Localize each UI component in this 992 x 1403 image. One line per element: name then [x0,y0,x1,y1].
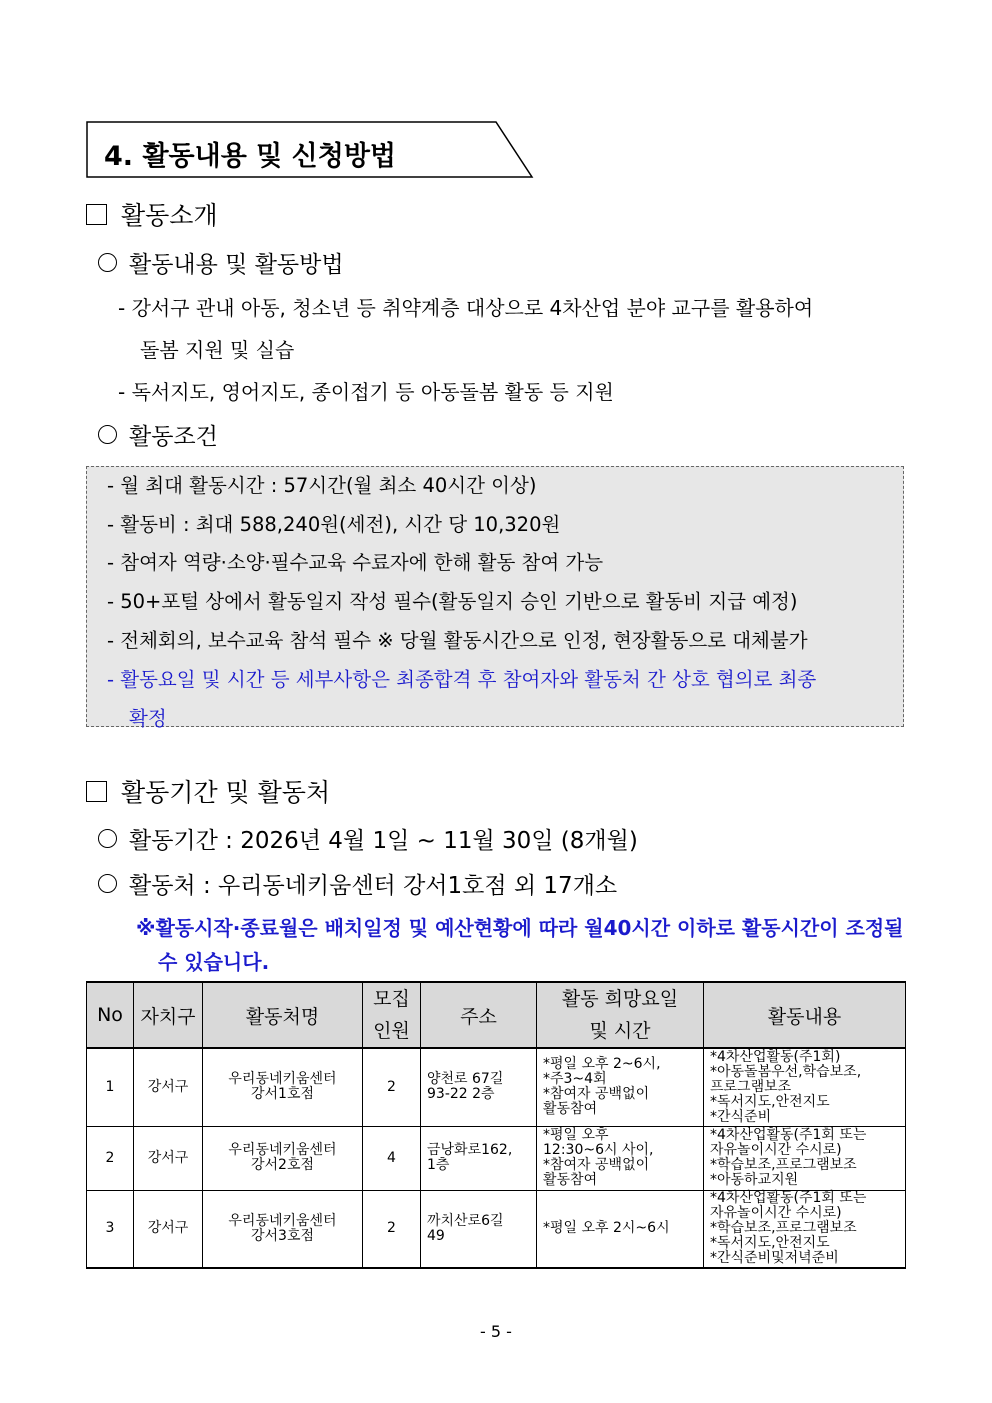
header-hope [537,982,704,1048]
cell-place [203,1190,363,1268]
cell-district: 강서구 [134,1048,203,1126]
condition-line: - 활동요일 및 시간 등 세부사항은 최종합격 후 참여자와 활동처 간 상호 협의로 최종 [107,668,817,691]
cell-line: *학습보조,프로그램보조 [710,1220,857,1237]
table-row [87,1126,906,1190]
cell-recruit: 4 [363,1126,421,1190]
cell-line: 프로그램보조 [710,1078,792,1095]
cell-address [421,1048,537,1126]
content-line: - 강서구 관내 아동, 청소년 등 취약계층 대상으로 4차산업 분야 교구를 활용하여 [118,296,814,320]
cell-content [704,1126,906,1190]
cell-line: *학습보조,프로그램보조 [710,1157,857,1173]
place-line [98,867,617,900]
cell-line: *4차산업활동(주1회) [710,1048,841,1065]
header-address: 주소 [421,982,537,1048]
cell-line: *간식준비및저녁준비 [710,1250,839,1267]
cell-line: 우리동네키움센터 [228,1071,337,1088]
header-recruit-line: 인원 [373,1020,410,1042]
content-heading [98,246,344,279]
header-hope-line: 활동 희망요일 [561,988,679,1010]
cell-time [537,1048,704,1126]
period-heading-text: 활동기간 및 활동처 [121,778,331,807]
intro-heading [86,196,218,232]
cell-line: 12:30~6시 사이, [543,1142,654,1158]
cell-recruit: 2 [363,1048,421,1126]
section-title: 4. 활동내용 및 신청방법 [104,141,396,172]
table-row [87,1048,906,1126]
header-district: 자치구 [134,982,203,1048]
condition-line: - 50+포털 상에서 활동일지 작성 필수(활동일지 승인 기반으로 활동비 지급 예정) [107,590,798,613]
cell-line: 양천로 67길 [427,1071,504,1088]
header-hope-line: 및 시간 [589,1020,651,1042]
cell-line: 93-22 2층 [427,1086,495,1103]
places-table [86,981,906,1269]
header-no: No [87,982,134,1048]
cell-line: 자유놀이시간 수시로) [710,1142,842,1158]
cell-line: 자유놀이시간 수시로) [710,1205,842,1222]
cell-no: 2 [87,1126,134,1190]
cell-line: 강서3호점 [250,1227,314,1244]
section-header [86,121,534,179]
cell-no: 1 [87,1048,134,1126]
cell-line: 까치산로6길 [427,1212,504,1229]
square-bullet-icon [86,204,107,225]
cell-line: *참여자 공백없이 [543,1086,650,1103]
note-line: ※활동시작·종료월은 배치일정 및 예산현황에 따라 월40시간 이하로 활동시간이 조정될 [136,916,904,940]
header-place: 활동처명 [203,982,363,1048]
intro-heading-text: 활동소개 [121,201,218,230]
cell-place [203,1048,363,1126]
cell-line: *평일 오후 2시~6시 [543,1220,670,1237]
cell-line: 활동참여 [543,1172,598,1188]
condition-line: - 참여자 역량·소양·필수교육 수료자에 한해 활동 참여 가능 [107,551,604,574]
condition-line: 확정 [129,707,167,730]
cell-line: *주3~4회 [543,1071,607,1088]
content-line: 돌봄 지원 및 실습 [140,338,295,362]
conditions-heading-text: 활동조건 [129,424,218,450]
cell-line: *참여자 공백없이 [543,1157,650,1173]
cell-time [537,1126,704,1190]
condition-line: - 활동비 : 최대 588,240원(세전), 시간 당 10,320원 [107,513,561,536]
cell-line: *평일 오후 [543,1127,609,1143]
cell-line: 49 [427,1227,445,1244]
cell-time [537,1190,704,1268]
cell-address [421,1126,537,1190]
condition-line: - 월 최대 활동시간 : 57시간(월 최소 40시간 이상) [107,474,537,497]
cell-district: 강서구 [134,1190,203,1268]
conditions-heading [98,418,218,451]
cell-line: 우리동네키움센터 [228,1142,337,1158]
cell-address [421,1190,537,1268]
cell-line: 강서2호점 [250,1157,314,1173]
circle-bullet-icon [98,829,117,848]
cell-no: 3 [87,1190,134,1268]
cell-line: *독서지도,안전지도 [710,1093,830,1110]
place-line-text: 활동처 : 우리동네키움센터 강서1호점 외 17개소 [129,873,618,899]
circle-bullet-icon [98,425,117,444]
cell-line: 1층 [427,1157,450,1173]
cell-place [203,1126,363,1190]
cell-content [704,1048,906,1126]
header-recruit [363,982,421,1048]
cell-line: 우리동네키움센터 [228,1212,337,1229]
table-row [87,1190,906,1268]
cell-line: 활동참여 [543,1101,598,1118]
content-line: - 독서지도, 영어지도, 종이접기 등 아동돌봄 활동 등 지원 [118,380,614,404]
cell-line: 강서1호점 [250,1086,314,1103]
period-heading [86,773,330,809]
header-recruit-line: 모집 [373,988,410,1010]
circle-bullet-icon [98,253,117,272]
cell-line: *4차산업활동(주1회 또는 [710,1190,867,1207]
header-content: 활동내용 [704,982,906,1048]
cell-recruit: 2 [363,1190,421,1268]
page-number: - 5 - [480,1322,512,1341]
cell-line: *평일 오후 2~6시, [543,1056,661,1073]
cell-line: *4차산업활동(주1회 또는 [710,1127,867,1143]
note-line: 수 있습니다. [158,950,270,974]
conditions-box [86,466,904,730]
cell-line: 금낭화로162, [427,1142,513,1158]
condition-line: - 전체회의, 보수교육 참석 필수 ※ 당월 활동시간으로 인정, 현장활동으로 대체불가 [107,629,808,652]
cell-district: 강서구 [134,1126,203,1190]
cell-line: *아동돌봄우선,학습보조, [710,1063,862,1080]
cell-line: *독서지도,안전지도 [710,1235,830,1252]
circle-bullet-icon [98,874,117,893]
square-bullet-icon [86,781,107,802]
period-line [98,822,638,855]
cell-line: *간식준비 [710,1108,772,1125]
cell-content [704,1190,906,1268]
cell-line: *아동하교지원 [710,1172,799,1188]
period-line-text: 활동기간 : 2026년 4월 1일 ~ 11월 30일 (8개월) [129,828,638,854]
content-heading-text: 활동내용 및 활동방법 [129,252,344,278]
